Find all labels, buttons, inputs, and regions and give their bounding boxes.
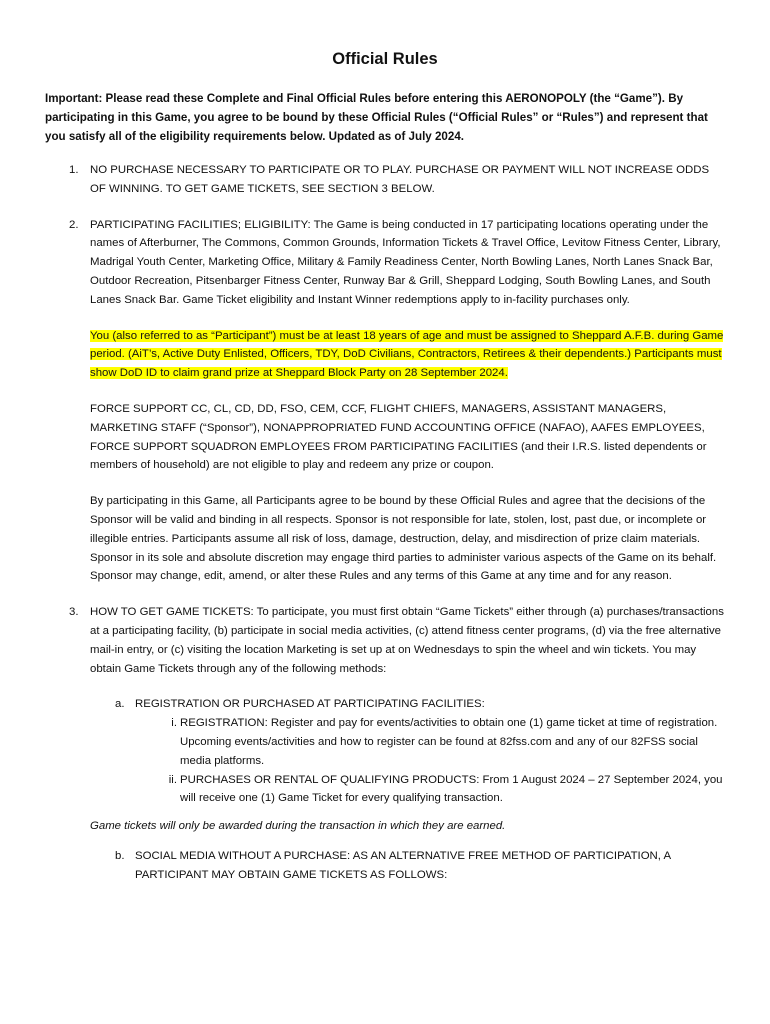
roman-item-ii [45,771,725,809]
sub-letter: a. [115,698,125,711]
eligibility-highlight: You (also referred to as “Participant”) must be at least 18 years of age and must be assigned to Sheppard A.F.B. during Game period. (AiT’s, Active Duty Enlisted, Officers, TDY, DoD Civilians, Contractors, Retirees & their dependents.) Participants must show DoD ID to claim grand prize at Sheppard Block Party on 28 September 2024. [90,329,724,380]
rule-item-1 [45,161,725,199]
roman-text: REGISTRATION: Register and pay for events/activities to obtain one (1) game ticket at time of registration. Upcoming events/activities and how to register can be found at 82fss.com and any of our 82FSS social media platforms. [180,717,718,767]
page-title: Official Rules [332,50,438,68]
rule-item-3 [45,603,725,678]
rule-text: NO PURCHASE NECESSARY TO PARTICIPATE OR TO PLAY. PURCHASE OR PAYMENT WILL NOT INCREASE ODDS OF WINNING. TO GET GAME TICKETS, SEE SECTION 3 BELOW. [90,164,710,195]
item-number: 3. [69,606,79,619]
sub-item-b [45,847,725,885]
rule-item-2 [45,216,725,587]
item-number: 2. [69,218,79,231]
roman-item-i [45,714,725,770]
item-number: 1. [69,164,79,176]
roman-text: PURCHASES OR RENTAL OF QUALIFYING PRODUCTS: From 1 August 2024 – 27 September 2024, you will receive one (1) Game Ticket for every qualifying transaction. [180,773,723,805]
rule-text: HOW TO GET GAME TICKETS: To participate, you must first obtain “Game Tickets” either through (a) purchases/transactions at a participating facility, (b) participate in social media activities, (c) attend fitness center programs, (d) via the free alternative mail-in entry, or (c) visiting the location Marketing is set up at on Wednesdays to spin the wheel and win tickets. You may obtain Game Tickets through any of the following methods: [90,606,724,675]
roman-number: ii. [168,773,177,786]
ticket-note: Game tickets will only be awarded during the transaction in which they are earned. [90,820,506,833]
excluded-parties-text: FORCE SUPPORT CC, CL, CD, DD, FSO, CEM, CCF, FLIGHT CHIEFS, MANAGERS, ASSISTANT MANAGERS, MARKETING STAFF (“Sponsor”), NONAPPROPRIATED FUND ACCOUNTING OFFICE (NAFAO), AAFES EMPLOYEES, FORCE SUPPORT SQUADRON EMPLOYEES FROM PARTICIPATING FACILITIES (and their I.R.S. listed dependents or members of household) are not eligible to play and redeem any prize or coupon. [90,402,707,472]
binding-rules-text: By participating in this Game, all Participants agree to be bound by these Official Rules and agree that the decisions of the Sponsor will be valid and binding in all respects. Sponsor is not responsible for late, stolen, lost, past due, or incomplete or illegible entries. Participants assume all risk of loss, damage, destruction, delay, and misdirection of prize claim materials. Sponsor in its sole and absolute discretion may engage third parties to administer various aspects of the Game on its behalf. Sponsor may change, edit, amend, or alter these Rules and any terms of this Game at any time and for any reason. [90,495,717,583]
roman-number: i. [171,717,177,730]
sub-item-a [45,695,725,714]
sub-letter: b. [115,849,125,862]
intro-paragraph: Important: Please read these Complete and Final Official Rules before entering this AERONOPOLY (the “Game”). By participating in this Game, you agree to be bound by these Official Rules (“Official Rules” or “Rules”) and represent that you satisfy all of the eligibility requirements below. Updated as of July 2024. [45,92,708,143]
sub-text: SOCIAL MEDIA WITHOUT A PURCHASE: AS AN ALTERNATIVE FREE METHOD OF PARTICIPATION, A PARTICIPANT MAY OBTAIN GAME TICKETS AS FOLLOWS: [135,849,671,881]
rule-text: PARTICIPATING FACILITIES; ELIGIBILITY: The Game is being conducted in 17 participating locations operating under the names of Afterburner, The Commons, Common Grounds, Information Tickets & Travel Office, Levitow Fitness Center, Library, Madrigal Youth Center, Marketing Office, Military & Family Readiness Center, North Bowling Lanes, North Lanes Snack Bar, Outdoor Recreation, Pitsenbarger Fitness Center, Runway Bar & Grill, Sheppard Lodging, South Bowling Lanes, and South Lanes Snack Bar. Game Ticket eligibility and Instant Winner redemptions apply to in-facility purchases only. [90,218,721,306]
sub-text: REGISTRATION OR PURCHASED AT PARTICIPATING FACILITIES: [135,698,485,711]
